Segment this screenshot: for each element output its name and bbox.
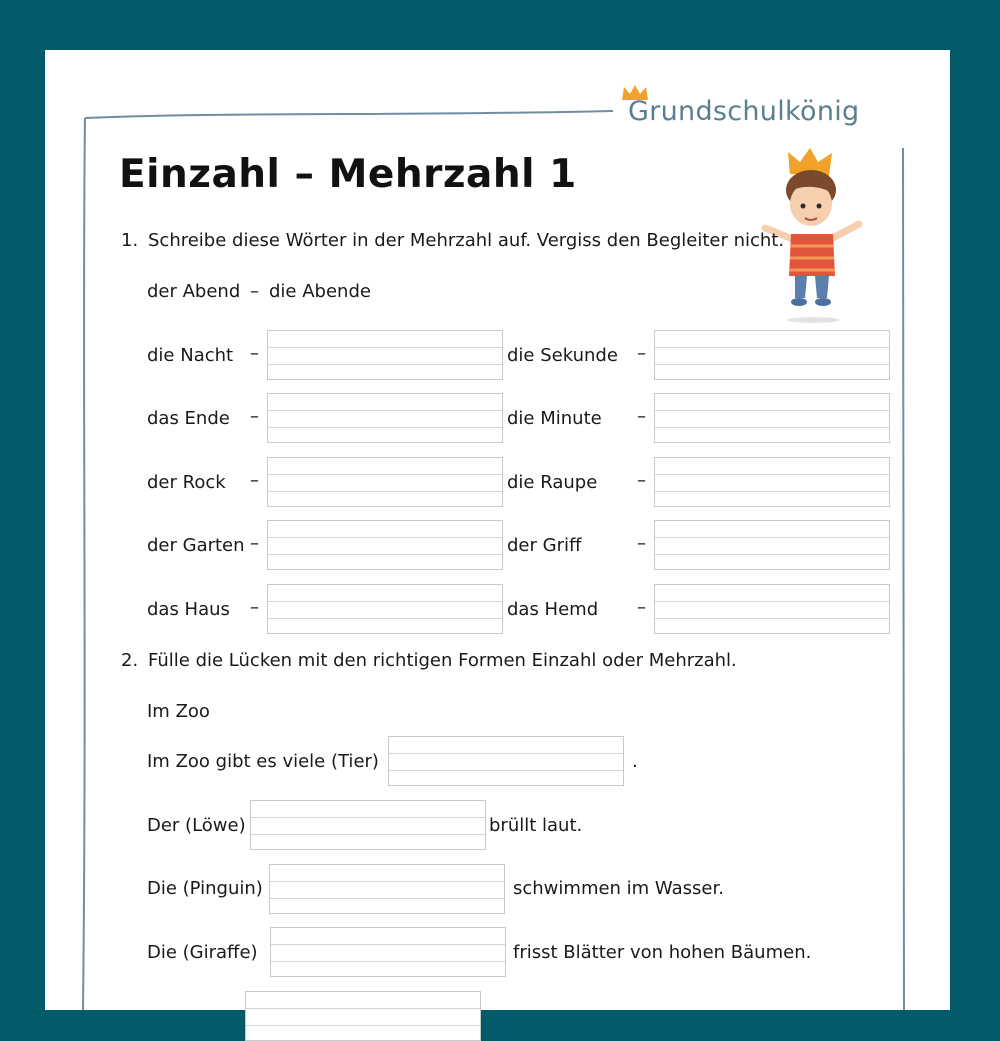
page-title: Einzahl – Mehrzahl 1 bbox=[119, 152, 577, 197]
answer-box-left-3[interactable] bbox=[267, 457, 503, 507]
left-dash-5: – bbox=[250, 597, 259, 618]
left-word-2: das Ende bbox=[147, 408, 230, 429]
left-word-5: das Haus bbox=[147, 599, 230, 620]
right-word-1: die Sekunde bbox=[507, 345, 618, 366]
answer-box-right-5[interactable] bbox=[654, 584, 890, 634]
left-dash-4: – bbox=[250, 533, 259, 554]
gap-box-2[interactable] bbox=[250, 800, 486, 850]
worksheet-page bbox=[45, 50, 950, 1010]
brand-logo: Grundschulkönig bbox=[628, 96, 860, 127]
answer-box-left-4[interactable] bbox=[267, 520, 503, 570]
gap-box-5[interactable] bbox=[245, 991, 481, 1041]
sentence-2-after: brüllt laut. bbox=[489, 815, 583, 836]
left-dash-3: – bbox=[250, 470, 259, 491]
left-word-4: der Garten bbox=[147, 535, 245, 556]
right-dash-1: – bbox=[637, 343, 646, 364]
left-dash-2: – bbox=[250, 406, 259, 427]
sentence-1-before: Im Zoo gibt es viele (Tier) bbox=[147, 751, 379, 772]
right-dash-4: – bbox=[637, 533, 646, 554]
left-dash-1: – bbox=[250, 343, 259, 364]
sentence-4-after: frisst Blätter von hohen Bäumen. bbox=[513, 942, 812, 963]
example-word: der Abend bbox=[147, 281, 241, 302]
task2-number: 2. bbox=[121, 650, 139, 671]
task2-heading: Im Zoo bbox=[147, 701, 210, 722]
right-word-4: der Griff bbox=[507, 535, 582, 556]
task1-instruction: Schreibe diese Wörter in der Mehrzahl auf. Vergiss den Begleiter nicht. bbox=[148, 230, 785, 251]
right-word-3: die Raupe bbox=[507, 472, 598, 493]
gap-box-3[interactable] bbox=[269, 864, 505, 914]
gap-box-4[interactable] bbox=[270, 927, 506, 977]
sentence-3-after: schwimmen im Wasser. bbox=[513, 878, 724, 899]
example-dash: – bbox=[250, 281, 259, 302]
left-word-3: der Rock bbox=[147, 472, 226, 493]
sentence-1-after: . bbox=[632, 751, 638, 772]
right-dash-2: – bbox=[637, 406, 646, 427]
example-answer: die Abende bbox=[269, 281, 371, 302]
task1-number: 1. bbox=[121, 230, 139, 251]
left-word-1: die Nacht bbox=[147, 345, 234, 366]
sentence-4-before: Die (Giraffe) bbox=[147, 942, 258, 963]
answer-box-left-2[interactable] bbox=[267, 393, 503, 443]
right-dash-5: – bbox=[637, 597, 646, 618]
answer-box-left-1[interactable] bbox=[267, 330, 503, 380]
task2-instruction: Fülle die Lücken mit den richtigen Formen Einzahl oder Mehrzahl. bbox=[148, 650, 737, 671]
sentence-2-before: Der (Löwe) bbox=[147, 815, 246, 836]
sentence-3-before: Die (Pinguin) bbox=[147, 878, 263, 899]
right-dash-3: – bbox=[637, 470, 646, 491]
right-word-5: das Hemd bbox=[507, 599, 599, 620]
answer-box-left-5[interactable] bbox=[267, 584, 503, 634]
answer-box-right-1[interactable] bbox=[654, 330, 890, 380]
answer-box-right-2[interactable] bbox=[654, 393, 890, 443]
answer-box-right-3[interactable] bbox=[654, 457, 890, 507]
answer-box-right-4[interactable] bbox=[654, 520, 890, 570]
gap-box-1[interactable] bbox=[388, 736, 624, 786]
right-word-2: die Minute bbox=[507, 408, 602, 429]
